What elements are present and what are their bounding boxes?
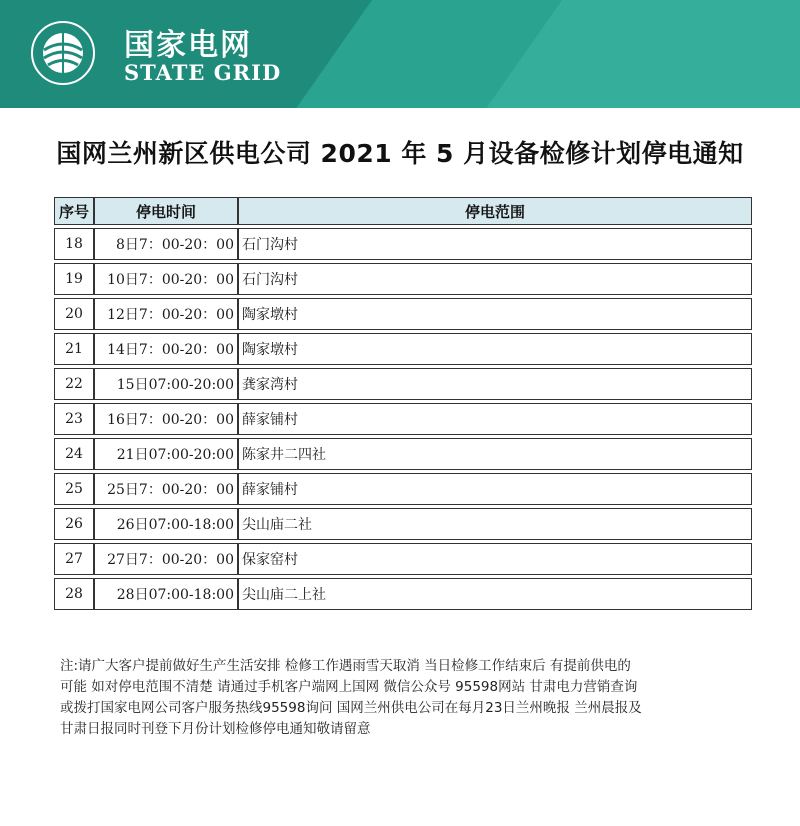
row-index: 27 (54, 543, 94, 575)
header-banner (0, 0, 800, 108)
state-grid-logo-icon (30, 20, 96, 86)
row-range: 尖山庙二社 (238, 508, 752, 540)
row-range: 石门沟村 (238, 228, 752, 260)
header-time: 停电时间 (94, 197, 238, 225)
row-time: 16日7：00-20：00 (94, 403, 238, 435)
row-range: 石门沟村 (238, 263, 752, 295)
brand-name-en: STATE GRID (124, 60, 282, 85)
notice-line: 注:请广大客户提前做好生产生活安排 检修工作遇雨雪天取消 当日检修工作结束后 有提前供电的 (60, 658, 631, 674)
row-time: 25日7：00-20：00 (94, 473, 238, 505)
notice-line: 可能 如对停电范围不清楚 请通过手机客户端网上国网 微信公众号 95598网站 甘肃电力营销查询 (60, 679, 638, 695)
row-range: 陶家墩村 (238, 298, 752, 330)
row-range: 陶家墩村 (238, 333, 752, 365)
notice-text (60, 656, 760, 740)
row-index: 28 (54, 578, 94, 610)
table-row (54, 368, 752, 400)
row-time: 10日7：00-20：00 (94, 263, 238, 295)
header-range: 停电范围 (238, 197, 752, 225)
row-index: 20 (54, 298, 94, 330)
row-time: 28日07:00-18:00 (94, 578, 238, 610)
brand-name-cn: 国家电网 (124, 28, 252, 63)
row-range: 保家窑村 (238, 543, 752, 575)
table-row (54, 333, 752, 365)
row-range: 龚家湾村 (238, 368, 752, 400)
row-index: 18 (54, 228, 94, 260)
outage-schedule-table (54, 194, 752, 613)
table-header-row (54, 197, 752, 225)
table-row (54, 228, 752, 260)
table-row (54, 263, 752, 295)
row-time: 12日7：00-20：00 (94, 298, 238, 330)
row-index: 19 (54, 263, 94, 295)
table-row (54, 578, 752, 610)
table-row (54, 473, 752, 505)
table-row (54, 403, 752, 435)
row-time: 8日7：00-20：00 (94, 228, 238, 260)
row-range: 薛家铺村 (238, 403, 752, 435)
notice-line: 甘肃日报同时刊登下月份计划检修停电通知敬请留意 (60, 721, 371, 737)
row-range: 薛家铺村 (238, 473, 752, 505)
row-index: 21 (54, 333, 94, 365)
row-index: 23 (54, 403, 94, 435)
row-index: 26 (54, 508, 94, 540)
row-time: 15日07:00-20:00 (94, 368, 238, 400)
table-row (54, 508, 752, 540)
row-index: 25 (54, 473, 94, 505)
row-index: 22 (54, 368, 94, 400)
row-time: 27日7：00-20：00 (94, 543, 238, 575)
row-time: 14日7：00-20：00 (94, 333, 238, 365)
row-range: 陈家井二四社 (238, 438, 752, 470)
page-title: 国网兰州新区供电公司 2021 年 5 月设备检修计划停电通知 (56, 139, 744, 168)
header-index: 序号 (54, 197, 94, 225)
table-row (54, 438, 752, 470)
row-time: 26日07:00-18:00 (94, 508, 238, 540)
row-time: 21日07:00-20:00 (94, 438, 238, 470)
table-row (54, 543, 752, 575)
row-index: 24 (54, 438, 94, 470)
row-range: 尖山庙二上社 (238, 578, 752, 610)
notice-line: 或拨打国家电网公司客户服务热线95598询问 国网兰州供电公司在每月23日兰州晚报 兰州晨报及 (60, 700, 642, 716)
table-row (54, 298, 752, 330)
